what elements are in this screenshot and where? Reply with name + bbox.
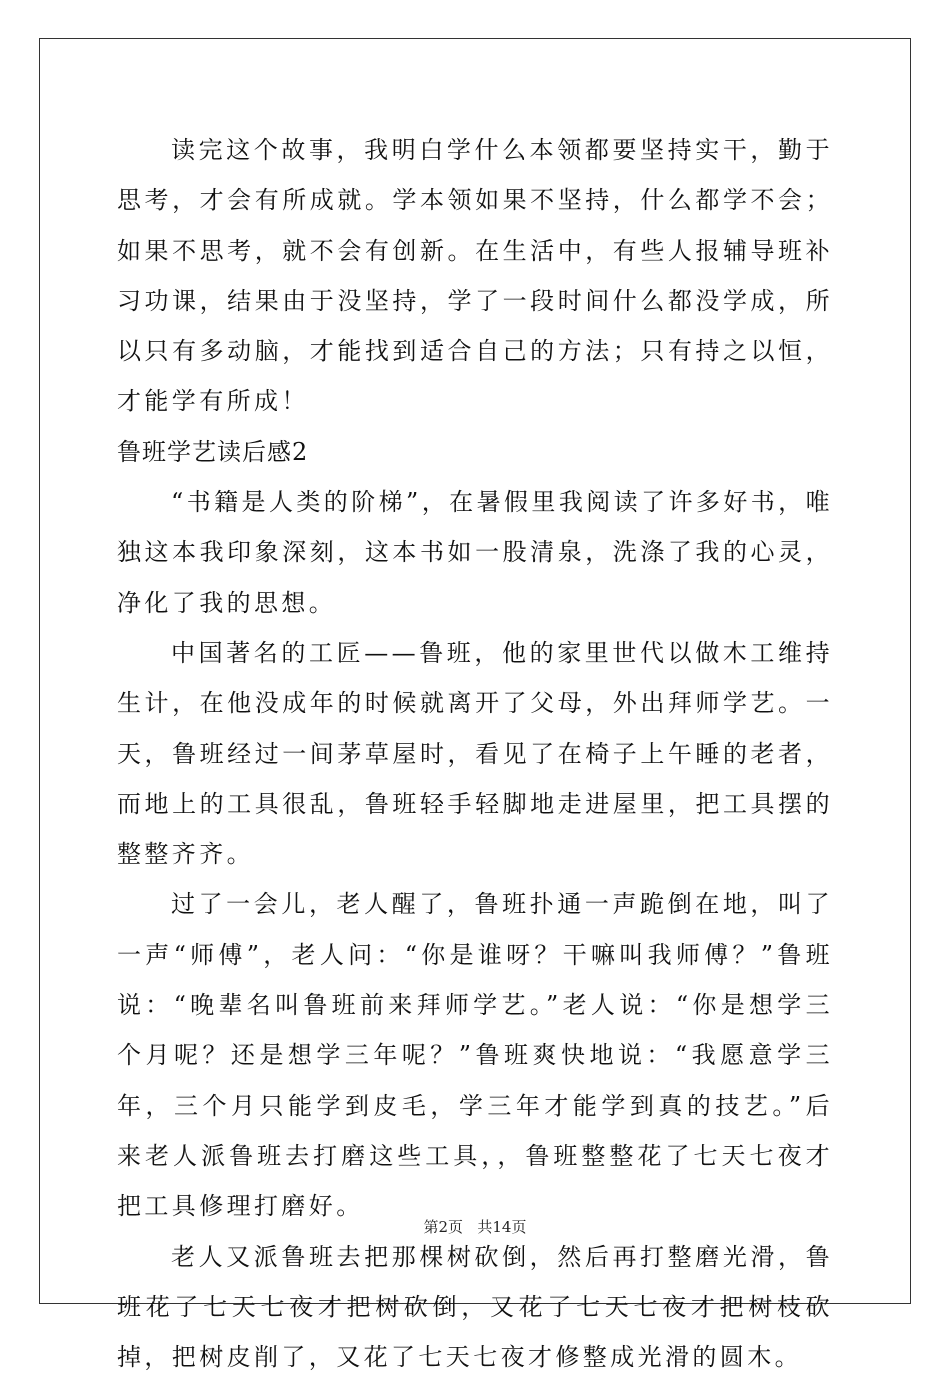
page-number: 第2页 bbox=[423, 1218, 464, 1236]
page-footer bbox=[0, 1216, 950, 1237]
paragraph-apprentice-dialogue: 过了一会儿，老人醒了，鲁班扑通一声跪倒在地，叫了一声“师傅”，老人问：“你是谁呀？干嘛叫我师傅？”鲁班说：“晚辈名叫鲁班前来拜师学艺。”老人说：“你是想学三个月呢？还是想学三年呢？”鲁班爽快地说：“我愿意学三年，三个月只能学到皮毛，学三年才能学到真的技艺。”后来老人派鲁班去打磨这些工具，，鲁班整整花了七天七夜才把工具修理打磨好。 bbox=[117, 890, 833, 1221]
paragraph-luban-background: 中国著名的工匠——鲁班，他的家里世代以做木工维持生计，在他没成年的时候就离开了父母，外出拜师学艺。一天，鲁班经过一间茅草屋时，看见了在椅子上午睡的老者，而地上的工具很乱，鲁班轻手轻脚地走进屋里，把工具摆的整整齐齐。 bbox=[117, 638, 833, 869]
paragraph-intro: “书籍是人类的阶梯”，在暑假里我阅读了许多好书，唯独这本我印象深刻，这本书如一股清泉，洗涤了我的心灵，净化了我的思想。 bbox=[117, 488, 833, 617]
paragraph-conclusion: 读完这个故事，我明白学什么本领都要坚持实干，勤于思考，才会有所成就。学本领如果不坚持，什么都学不会；如果不思考，就不会有创新。在生活中，有些人报辅导班补习功课，结果由于没坚持，学了一段时间什么都没学成，所以只有多动脑，才能找到适合自己的方法；只有持之以恒，才能学有所成！ bbox=[117, 136, 833, 416]
section-heading: 鲁班学艺读后感2 bbox=[117, 437, 309, 466]
page-total: 共14页 bbox=[477, 1218, 527, 1236]
paragraph-tree-task: 老人又派鲁班去把那棵树砍倒，然后再打整磨光滑，鲁班花了七天七夜才把树砍倒，又花了七天七夜才把树枝砍掉，把树皮削了，又花了七天七夜才修整成光滑的圆木。 bbox=[117, 1242, 833, 1372]
document-body bbox=[117, 125, 833, 1382]
